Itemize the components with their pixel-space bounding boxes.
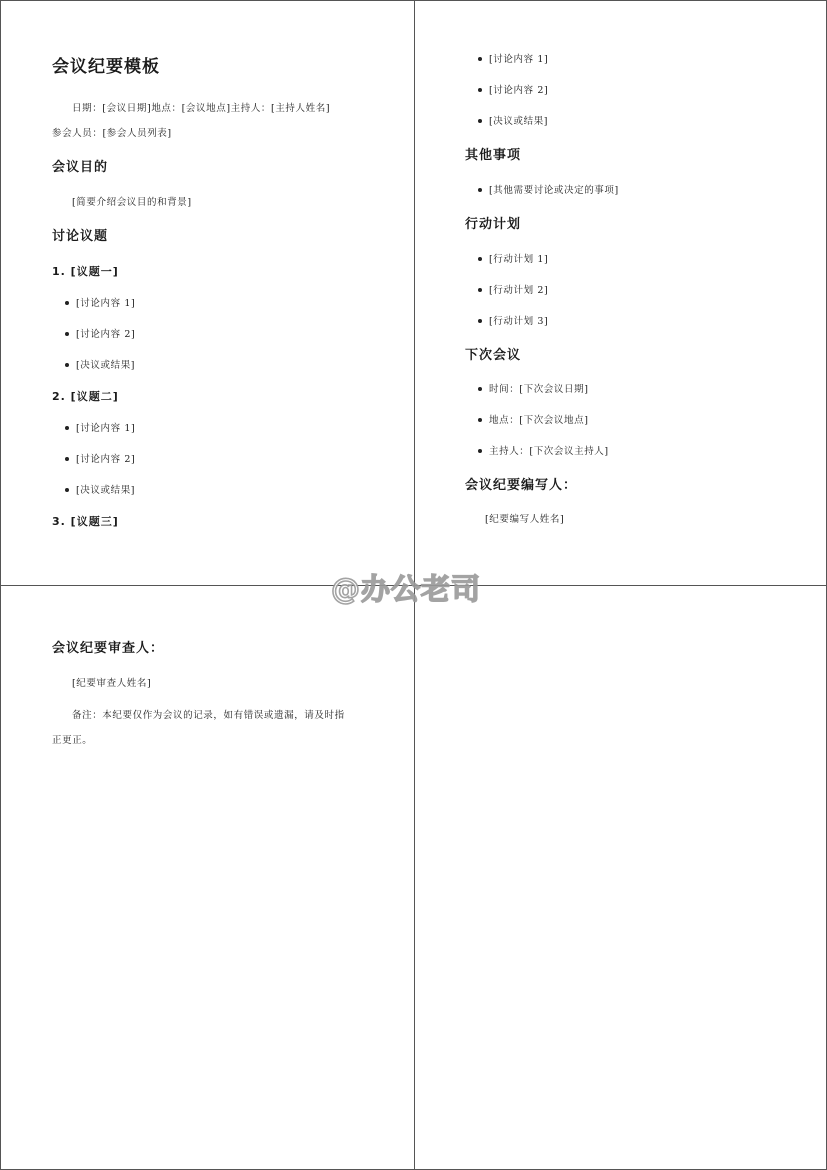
- document-page-1: [0, 0, 415, 586]
- bullet-icon: [478, 57, 482, 61]
- document-title: 会议纪要模板: [52, 57, 160, 77]
- document-page-2: [414, 0, 827, 586]
- list-item: [讨论内容 1]: [65, 420, 135, 434]
- bullet-icon: [478, 418, 482, 422]
- bullet-icon: [478, 88, 482, 92]
- topic-heading: 3. [议题三]: [52, 515, 119, 528]
- reviewer-text: [纪要审查人姓名]: [72, 678, 152, 689]
- list-item: [讨论内容 2]: [65, 451, 135, 465]
- document-page-3: [0, 585, 415, 1170]
- list-item: [讨论内容 1]: [65, 295, 135, 309]
- other-heading: 其他事项: [465, 148, 522, 163]
- bullet-icon: [65, 426, 69, 430]
- meta-line: 日期：[会议日期]地点：[会议地点]主持人：[主持人姓名]: [72, 103, 331, 114]
- writer-heading: 会议纪要编写人：: [465, 478, 578, 493]
- bullet-icon: [478, 119, 482, 123]
- bullet-icon: [478, 319, 482, 323]
- list-item: [行动计划 2]: [478, 282, 548, 296]
- list-item: 主持人：[下次会议主持人]: [478, 443, 609, 457]
- action-heading: 行动计划: [465, 217, 522, 232]
- reviewer-heading: 会议纪要审查人：: [52, 641, 165, 656]
- bullet-icon: [478, 449, 482, 453]
- topic-heading: 2. [议题二]: [52, 390, 119, 403]
- bullet-icon: [478, 188, 482, 192]
- list-item: 地点：[下次会议地点]: [478, 412, 589, 426]
- list-item: [讨论内容 1]: [478, 51, 548, 65]
- note-line: 备注：本纪要仅作为会议的记录，如有错误或遗漏，请及时指: [72, 710, 345, 721]
- list-item: [决议或结果]: [65, 357, 135, 371]
- list-item: [讨论内容 2]: [65, 326, 135, 340]
- list-item: [决议或结果]: [478, 113, 548, 127]
- bullet-icon: [65, 301, 69, 305]
- attendees-line: 参会人员：[参会人员列表]: [52, 128, 172, 139]
- purpose-text: [简要介绍会议目的和背景]: [72, 197, 192, 208]
- list-item: [行动计划 3]: [478, 313, 548, 327]
- bullet-icon: [65, 363, 69, 367]
- list-item: [其他需要讨论或决定的事项]: [478, 182, 619, 196]
- bullet-icon: [65, 488, 69, 492]
- bullet-icon: [478, 288, 482, 292]
- next-meeting-heading: 下次会议: [465, 348, 522, 363]
- topic-heading: 1. [议题一]: [52, 265, 119, 278]
- list-item: [行动计划 1]: [478, 251, 548, 265]
- note-line: 正更正。: [52, 735, 93, 746]
- bullet-icon: [65, 332, 69, 336]
- bullet-icon: [65, 457, 69, 461]
- writer-text: [纪要编写人姓名]: [485, 514, 565, 525]
- bullet-icon: [478, 257, 482, 261]
- list-item: 时间：[下次会议日期]: [478, 381, 589, 395]
- list-item: [讨论内容 2]: [478, 82, 548, 96]
- list-item: [决议或结果]: [65, 482, 135, 496]
- topics-heading: 讨论议题: [52, 229, 109, 244]
- purpose-heading: 会议目的: [52, 160, 109, 175]
- document-page-4: [414, 585, 827, 1170]
- bullet-icon: [478, 387, 482, 391]
- watermark: @办公老司: [331, 572, 482, 606]
